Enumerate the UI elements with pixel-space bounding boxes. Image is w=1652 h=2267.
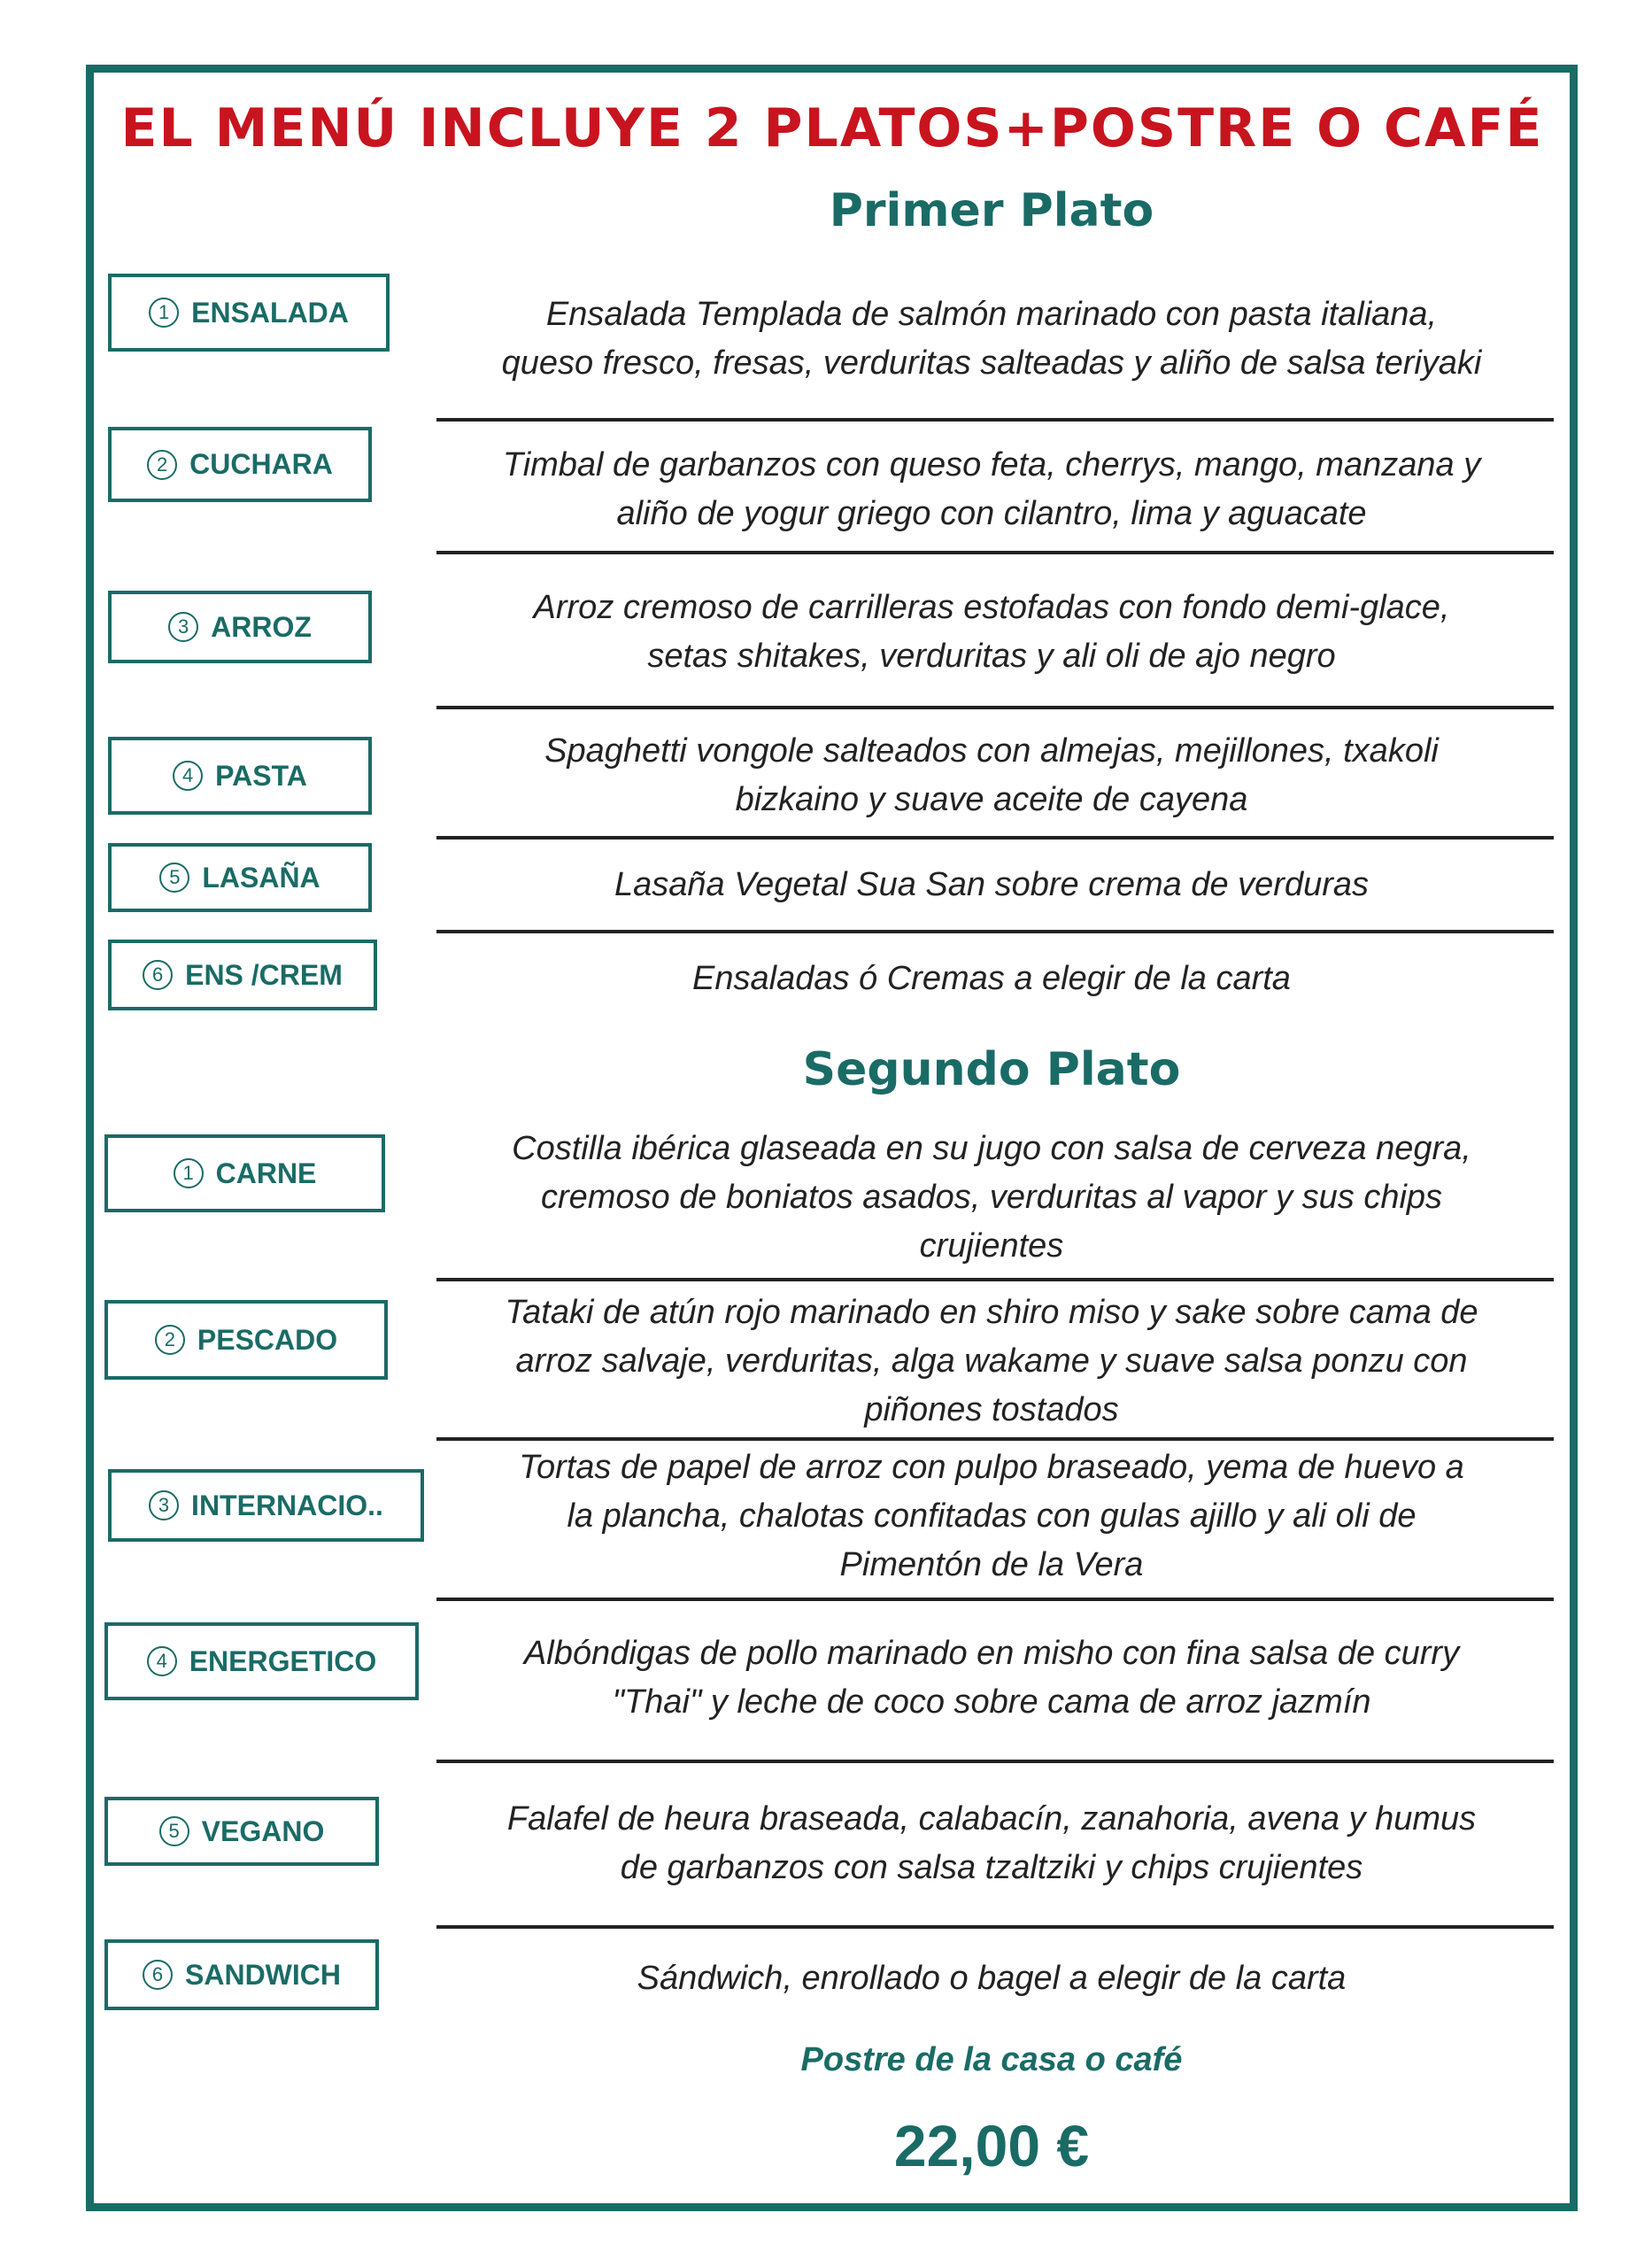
item-number: 4 — [147, 1646, 177, 1676]
label-primer-ens-crem — [108, 940, 377, 1010]
dessert-note: Postre de la casa o café — [800, 2041, 1183, 2078]
divider — [436, 418, 1554, 422]
desc-line: "Thai" y leche de coco sobre cama de arroz jazmín — [612, 1683, 1371, 1721]
desc-line: piñones tostados — [864, 1391, 1119, 1428]
desc-primer-ens-crem — [438, 955, 1545, 1003]
label-segundo-vegano — [104, 1797, 379, 1866]
label-text: CUCHARA — [189, 448, 333, 480]
desc-line: crujientes — [919, 1227, 1064, 1265]
label-text: ENERGETICO — [189, 1644, 377, 1677]
primer-plato-heading: Primer Plato — [829, 184, 1154, 237]
desc-segundo-pescado — [438, 1288, 1545, 1435]
desc-line: Costilla ibérica glaseada en su jugo con salsa de cerveza negra, — [512, 1130, 1471, 1167]
divider — [436, 706, 1554, 709]
label-text: ENSALADA — [191, 296, 349, 329]
divider — [436, 551, 1554, 554]
desc-line: Falafel de heura braseada, calabacín, zanahoria, avena y humus — [506, 1800, 1477, 1838]
label-segundo-carne — [104, 1134, 385, 1212]
label-segundo-sandwich — [104, 1939, 379, 2010]
item-number: 5 — [159, 863, 189, 893]
desc-segundo-sandwich — [438, 1954, 1545, 2003]
label-primer-pasta — [108, 737, 372, 815]
desc-segundo-energetico — [438, 1629, 1545, 1727]
menu-price: 22,00 € — [893, 2113, 1090, 2178]
desc-line: cremoso de boniatos asados, verduritas al vapor y sus chips — [540, 1179, 1443, 1216]
divider — [436, 1437, 1554, 1441]
item-number: 1 — [174, 1158, 204, 1188]
desc-line: Timbal de garbanzos con queso feta, cherrys, mango, manzana y — [502, 446, 1481, 484]
label-text: VEGANO — [201, 1814, 325, 1847]
divider — [436, 1598, 1554, 1601]
label-segundo-energetico — [104, 1622, 419, 1700]
item-number: 4 — [173, 761, 203, 791]
desc-line: Albóndigas de pollo marinado en misho con fina salsa de curry — [523, 1635, 1460, 1672]
desc-line: Arroz cremoso de carrilleras estofadas con fondo demi-glace, — [533, 589, 1450, 626]
label-text: PESCADO — [197, 1323, 338, 1356]
label-primer-ensalada — [108, 274, 390, 352]
label-text: SANDWICH — [185, 1958, 341, 1991]
label-text: ARROZ — [211, 610, 312, 643]
label-text: PASTA — [215, 759, 307, 792]
desc-line: aliño de yogur griego con cilantro, lima y aguacate — [616, 495, 1367, 532]
desc-primer-pasta — [438, 727, 1545, 824]
desc-segundo-vegano — [438, 1795, 1545, 1892]
label-text: INTERNACIO.. — [191, 1489, 383, 1521]
desc-line: Sándwich, enrollado o bagel a elegir de la carta — [637, 1960, 1347, 1997]
divider — [436, 1278, 1554, 1281]
item-number: 6 — [143, 960, 173, 990]
item-number: 2 — [155, 1325, 185, 1355]
desc-line: Spaghetti vongole salteados con almejas, mejillones, txakoli — [544, 732, 1439, 770]
label-text: CARNE — [215, 1157, 317, 1189]
desc-line: Ensaladas ó Cremas a elegir de la carta — [692, 960, 1291, 997]
item-number: 1 — [149, 298, 179, 328]
segundo-plato-heading: Segundo Plato — [802, 1043, 1181, 1096]
item-number: 5 — [159, 1816, 189, 1846]
desc-primer-arroz — [438, 584, 1545, 681]
desc-primer-cuchara — [438, 441, 1545, 538]
desc-line: de garbanzos con salsa tzaltziki y chips crujientes — [620, 1849, 1363, 1886]
label-segundo-internacional — [108, 1469, 424, 1542]
item-number: 6 — [143, 1960, 173, 1990]
desc-line: arroz salvaje, verduritas, alga wakame y suave salsa ponzu con — [515, 1342, 1468, 1380]
desc-line: Lasaña Vegetal Sua San sobre crema de verduras — [614, 866, 1369, 903]
divider — [436, 836, 1554, 839]
desc-line: bizkaino y suave aceite de cayena — [735, 781, 1248, 818]
label-segundo-pescado — [104, 1300, 388, 1380]
desc-line: Tataki de atún rojo marinado en shiro miso y sake sobre cama de — [505, 1294, 1478, 1331]
desc-segundo-internacional — [438, 1443, 1545, 1590]
desc-primer-lasana — [438, 861, 1545, 909]
desc-line: setas shitakes, verduritas y ali oli de ajo negro — [647, 638, 1336, 675]
desc-line: queso fresco, fresas, verduritas salteadas y aliño de salsa teriyaki — [501, 344, 1482, 382]
desc-line: Pimentón de la Vera — [839, 1546, 1144, 1583]
menu-title: EL MENÚ INCLUYE 2 PLATOS+POSTRE O CAFÉ — [120, 97, 1544, 159]
desc-line: la plancha, chalotas confitadas con gulas ajillo y ali oli de — [567, 1497, 1417, 1535]
label-text: ENS /CREM — [185, 958, 343, 991]
divider — [436, 1760, 1554, 1763]
item-number: 3 — [149, 1490, 179, 1520]
divider — [436, 930, 1554, 933]
divider — [436, 1925, 1554, 1929]
label-text: LASAÑA — [202, 861, 320, 894]
desc-line: Ensalada Templada de salmón marinado con pasta italiana, — [545, 296, 1438, 333]
desc-line: Tortas de papel de arroz con pulpo braseado, yema de huevo a — [519, 1449, 1464, 1486]
item-number: 2 — [147, 450, 177, 480]
label-primer-arroz — [108, 591, 372, 663]
label-primer-cuchara — [108, 427, 372, 502]
desc-segundo-carne — [438, 1125, 1545, 1271]
desc-primer-ensalada — [438, 290, 1545, 388]
item-number: 3 — [168, 612, 198, 642]
label-primer-lasana — [108, 843, 372, 912]
